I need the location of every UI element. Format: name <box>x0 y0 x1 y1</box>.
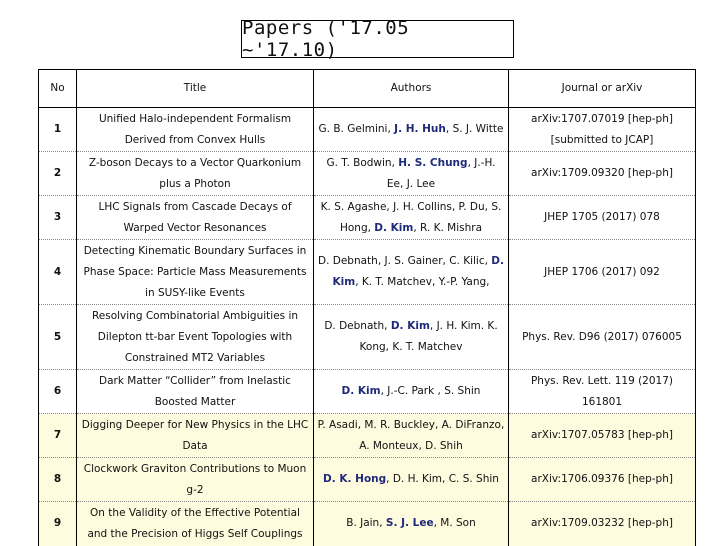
paper-authors <box>314 305 509 370</box>
author-text: , S. J. Witte <box>445 123 504 135</box>
highlighted-author: D. Kim <box>341 385 381 397</box>
highlighted-author: S. J. Lee <box>385 517 434 530</box>
paper-number: 1 <box>39 108 77 152</box>
paper-number: 4 <box>39 240 77 305</box>
table-row <box>39 305 696 370</box>
author-text: , J.-H. Ee, J. Lee <box>386 156 496 190</box>
paper-authors <box>314 370 509 414</box>
paper-authors <box>314 152 509 196</box>
author-text: , K. T. Matchev, Y.-P. Yang, <box>355 276 490 288</box>
paper-title: LHC Signals from Cascade Decays of Warped Vector Resonances <box>77 196 314 240</box>
column-header-authors: Authors <box>314 70 509 108</box>
paper-authors <box>314 502 509 546</box>
paper-number: 8 <box>39 458 77 502</box>
slide-title: Papers ('17.05 ~'17.10) <box>241 20 514 58</box>
author-text: B. Jain, <box>346 517 386 530</box>
paper-journal: arXiv:1709.09320 [hep-ph] <box>509 152 696 196</box>
highlighted-author: D. Kim <box>390 320 430 332</box>
table-row <box>39 458 696 502</box>
author-text: , J. H. Kim. K. Kong, K. T. Matchev <box>359 320 498 353</box>
paper-journal: Phys. Rev. D96 (2017) 076005 <box>509 305 696 370</box>
author-text: K. S. Agashe, J. H. Collins, P. Du, S. Hong, <box>320 200 502 234</box>
paper-title: Unified Halo-independent Formalism Derived from Convex Hulls <box>77 108 314 152</box>
header-row <box>39 70 696 108</box>
author-text: G. B. Gelmini, <box>318 123 395 135</box>
table-body <box>39 108 696 546</box>
column-header-title: Title <box>77 70 314 108</box>
table-row <box>39 240 696 305</box>
paper-number: 5 <box>39 305 77 370</box>
papers-table <box>38 69 696 546</box>
paper-number: 2 <box>39 152 77 196</box>
paper-journal: arXiv:1706.09376 [hep-ph] <box>509 458 696 502</box>
table-row <box>39 502 696 546</box>
column-header-no: No <box>39 70 77 108</box>
paper-journal: arXiv:1707.05783 [hep-ph] <box>509 414 696 458</box>
paper-authors <box>314 240 509 305</box>
author-text: P. Asadi, M. R. Buckley, A. DiFranzo, A. Monteux, D. Shih <box>317 418 505 452</box>
paper-title: On the Validity of the Effective Potential and the Precision of Higgs Self Couplings <box>77 502 314 546</box>
highlighted-author: D. K. Hong <box>323 473 387 485</box>
author-text: D. Debnath, J. S. Gainer, C. Kilic, <box>317 255 492 267</box>
paper-title: Detecting Kinematic Boundary Surfaces in Phase Space: Particle Mass Measurements in SUSY-like Events <box>77 240 314 305</box>
paper-title: Dark Matter “Collider” from Inelastic Boosted Matter <box>77 370 314 414</box>
paper-journal: arXiv:1707.07019 [hep-ph] [submitted to JCAP] <box>509 108 696 152</box>
paper-title: Z-boson Decays to a Vector Quarkonium plus a Photon <box>77 152 314 196</box>
author-text: D. Debnath, <box>324 320 391 332</box>
paper-authors <box>314 196 509 240</box>
author-text: G. T. Bodwin, <box>326 156 399 169</box>
paper-number: 9 <box>39 502 77 546</box>
table-row <box>39 108 696 152</box>
highlighted-author: D. Kim <box>374 221 414 234</box>
paper-journal: JHEP 1705 (2017) 078 <box>509 196 696 240</box>
author-text: , D. H. Kim, C. S. Shin <box>386 473 499 485</box>
author-text: , J.-C. Park , S. Shin <box>380 385 481 397</box>
author-text: , R. K. Mishra <box>413 221 483 234</box>
table-row <box>39 152 696 196</box>
paper-journal: Phys. Rev. Lett. 119 (2017) 161801 <box>509 370 696 414</box>
table-row <box>39 196 696 240</box>
table-row <box>39 370 696 414</box>
highlighted-author: H. S. Chung <box>398 156 468 169</box>
paper-number: 3 <box>39 196 77 240</box>
paper-title: Resolving Combinatorial Ambiguities in Dilepton tt-bar Event Topologies with Constrained MT2 Variables <box>77 305 314 370</box>
paper-journal: arXiv:1709.03232 [hep-ph] <box>509 502 696 546</box>
paper-authors <box>314 414 509 458</box>
paper-authors <box>314 458 509 502</box>
author-text: , M. Son <box>433 517 476 530</box>
paper-title: Clockwork Graviton Contributions to Muon g-2 <box>77 458 314 502</box>
paper-journal: JHEP 1706 (2017) 092 <box>509 240 696 305</box>
highlighted-author: D. Kim <box>332 255 505 288</box>
column-header-journal: Journal or arXiv <box>509 70 696 108</box>
paper-number: 7 <box>39 414 77 458</box>
table-row <box>39 414 696 458</box>
paper-title: Digging Deeper for New Physics in the LHC Data <box>77 414 314 458</box>
paper-number: 6 <box>39 370 77 414</box>
highlighted-author: J. H. Huh <box>394 123 446 135</box>
paper-authors <box>314 108 509 152</box>
